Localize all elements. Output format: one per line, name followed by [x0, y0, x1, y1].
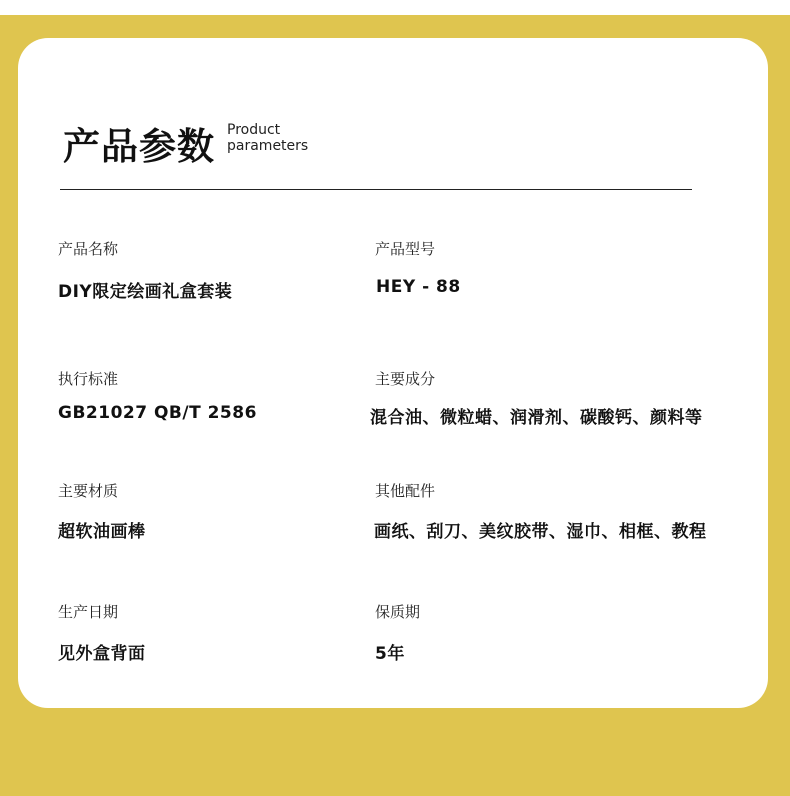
param-value-material: 超软油画棒	[58, 522, 146, 542]
subtitle-line-1: Product	[227, 122, 281, 138]
param-value-accessories: 画纸、刮刀、美纹胶带、湿巾、相框、教程	[374, 522, 707, 542]
page-title: 产品参数	[63, 125, 215, 168]
param-label-production-date: 生产日期	[58, 603, 119, 621]
param-value-shelf-life: 5年	[375, 644, 405, 664]
param-value-product-name: DIY限定绘画礼盒套装	[58, 282, 233, 302]
subtitle-line-2: parameters	[227, 138, 309, 154]
page-subtitle	[227, 122, 308, 154]
param-value-standard: GB21027 QB/T 2586	[58, 403, 257, 423]
param-label-model: 产品型号	[375, 240, 436, 258]
top-strip	[0, 0, 790, 15]
title-divider	[60, 189, 692, 190]
param-label-material: 主要材质	[58, 482, 119, 500]
param-value-model: HEY - 88	[376, 277, 461, 297]
params-card	[18, 38, 768, 708]
param-label-product-name: 产品名称	[58, 240, 119, 258]
param-value-ingredients: 混合油、微粒蜡、润滑剂、碳酸钙、颜料等	[370, 408, 703, 428]
param-label-shelf-life: 保质期	[375, 603, 421, 621]
param-value-production-date: 见外盒背面	[58, 644, 146, 664]
param-label-accessories: 其他配件	[375, 482, 436, 500]
param-label-ingredients: 主要成分	[375, 370, 436, 388]
param-label-standard: 执行标准	[58, 370, 119, 388]
